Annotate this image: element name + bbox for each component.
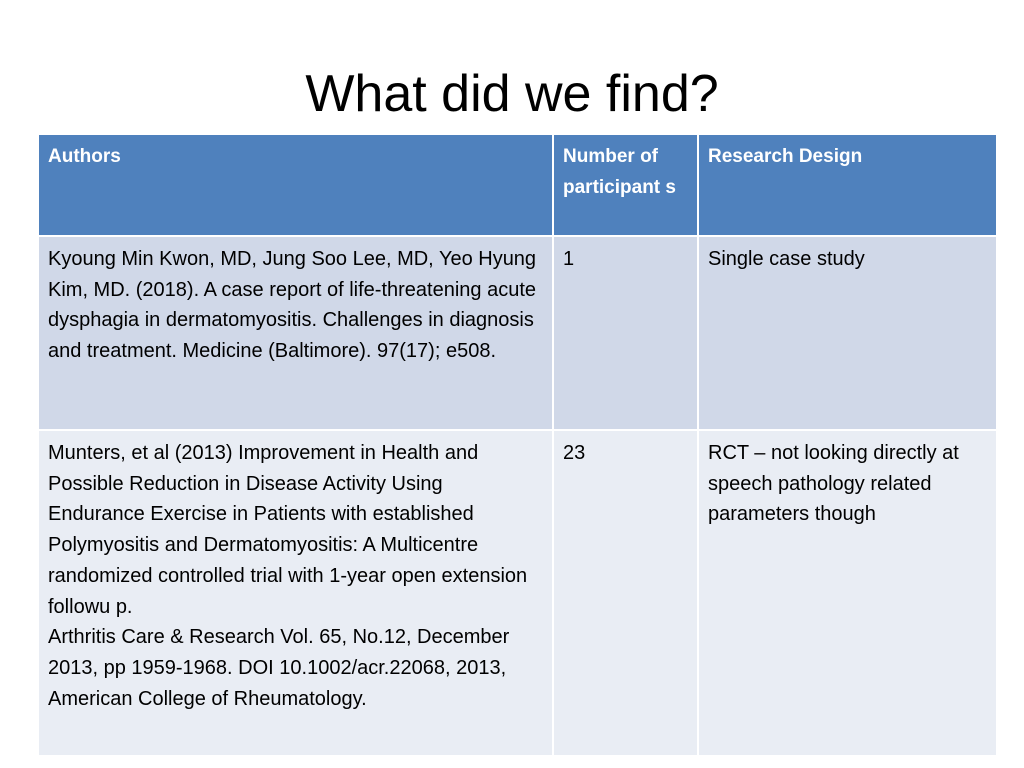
table-row [38,236,997,430]
findings-table [37,133,998,757]
cell-authors: Kyoung Min Kwon, MD, Jung Soo Lee, MD, Yeo Hyung Kim, MD. (2018). A case report of life-threatening acute dysphagia in dermatomyositis. Challenges in diagnosis and treatment. Medicine (Baltimore). 97(17); e508. [38,236,553,430]
table-header-row [38,134,997,236]
cell-participants: 1 [553,236,698,430]
table-row [38,430,997,756]
cell-participants: 23 [553,430,698,756]
cell-research-design: Single case study [698,236,997,430]
citation-text: Munters, et al (2013) Improvement in Health and Possible Reduction in Disease Activity Using Endurance Exercise in Patients with established Polymyositis and Dermatomyositis: A Multicentre randomized controlled trial with 1-year open extension followu p. [48,442,528,618]
slide-title: What did we find? [305,65,719,123]
cell-research-design: RCT – not looking directly at speech pathology related parameters though [698,430,997,756]
header-participants: Number of participant s [553,134,698,236]
cell-authors [38,430,553,756]
header-research-design: Research Design [698,134,997,236]
header-authors: Authors [38,134,553,236]
journal-reference: Arthritis Care & Research Vol. 65, No.12, December 2013, pp 1959-1968. DOI 10.1002/acr.22068, 2013, American College of Rheumatology. [48,626,510,710]
